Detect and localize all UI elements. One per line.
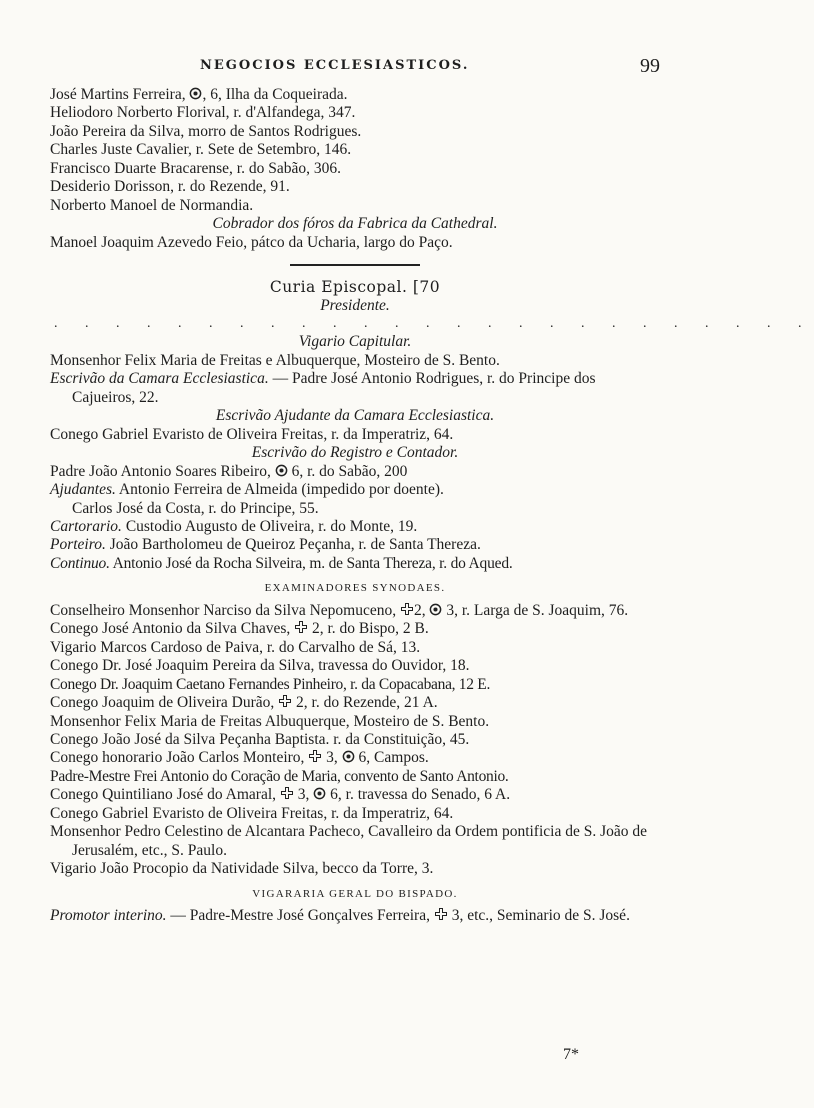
section-subtitle: Cobrador dos fóros da Fabrica da Cathedral. bbox=[212, 215, 498, 233]
section-title: EXAMINADORES SYNODAES. bbox=[264, 582, 446, 595]
entry-line: Padre João Antonio Soares Ribeiro, 6, r. do Sabão, 200 bbox=[50, 462, 408, 480]
entry-line: Monsenhor Pedro Celestino de Alcantara Pacheco, Cavalleiro da Ordem pontificia de S. João de Jerusalém, etc., S. Paulo. bbox=[50, 823, 648, 859]
entry-line: Vigario Marcos Cardoso de Paiva, r. do Carvalho de Sá, 13. bbox=[50, 638, 421, 656]
page-header bbox=[0, 55, 715, 82]
section-subtitle: Vigario Capitular. bbox=[298, 333, 412, 351]
entry-line: Conego Gabriel Evaristo de Oliveira Freitas, r. da Imperatriz, 64. bbox=[50, 804, 454, 822]
section-subtitle: Presidente. bbox=[320, 296, 390, 314]
cross-order-icon bbox=[308, 749, 322, 763]
entry-line: Monsenhor Felix Maria de Freitas Albuquerque, Mosteiro de S. Bento. bbox=[50, 712, 490, 730]
cross-order-icon bbox=[434, 907, 448, 921]
entry-line: Vigario João Procopio da Natividade Silva, becco da Torre, 3. bbox=[50, 860, 434, 878]
entry-line: Conego Quintiliano José do Amaral, 3, 6, r. travessa do Senado, 6 A. bbox=[50, 786, 511, 804]
entry-line: Charles Juste Cavalier, r. Sete de Setembro, 146. bbox=[50, 141, 352, 159]
entry-line: Conselheiro Monsenhor Narciso da Silva Nepomuceno, 2, 3, r. Larga de S. Joaquim, 76. bbox=[50, 601, 629, 619]
entry-line: Ajudantes. Antonio Ferreira de Almeida (impedido por doente). bbox=[50, 481, 444, 499]
order-medal-icon bbox=[275, 464, 288, 477]
entry-line: Conego Gabriel Evaristo de Oliveira Freitas, r. da Imperatriz, 64. bbox=[50, 425, 454, 443]
page-body bbox=[50, 86, 814, 925]
leader-dots: . . . . . . . . . . . . . . . . . . . . . . . . . bbox=[54, 315, 814, 331]
section-title: Curia Episcopal. [70 bbox=[269, 278, 441, 297]
entry-line: Conego Joaquim de Oliveira Durão, 2, r. do Rezende, 21 A. bbox=[50, 694, 438, 712]
entry-line: Cartorario. Custodio Augusto de Oliveira, r. do Monte, 19. bbox=[50, 517, 418, 535]
cross-order-icon bbox=[400, 602, 414, 616]
signature-mark: 7* bbox=[563, 1046, 579, 1063]
order-medal-icon bbox=[342, 750, 355, 763]
section-rule bbox=[290, 264, 420, 266]
order-medal-icon bbox=[429, 603, 442, 616]
entry-line: Porteiro. João Bartholomeu de Queiroz Peçanha, r. de Santa Thereza. bbox=[50, 536, 481, 554]
entry-line: Escrivão da Camara Ecclesiastica. — Padre José Antonio Rodrigues, r. do Principe dos Cajueiros, 22. bbox=[50, 370, 596, 406]
entry-line: Promotor interino. — Padre-Mestre José Gonçalves Ferreira, 3, etc., Seminario de S. José. bbox=[50, 907, 630, 925]
entry-line: Carlos José da Costa, r. do Principe, 55. bbox=[72, 499, 319, 517]
cross-order-icon bbox=[280, 786, 294, 800]
cross-order-icon bbox=[294, 620, 308, 634]
order-medal-icon bbox=[189, 87, 202, 100]
entry-line: Heliodoro Norberto Florival, r. d'Alfandega, 347. bbox=[50, 104, 356, 122]
running-title: NEGOCIOS ECCLESIASTICOS. bbox=[200, 58, 470, 73]
order-medal-icon bbox=[313, 787, 326, 800]
entry-line: Conego Dr. José Joaquim Pereira da Silva, travessa do Ouvidor, 18. bbox=[50, 657, 470, 675]
section-title: VIGARARIA GERAL DO BISPADO. bbox=[252, 887, 458, 900]
entry-line: Norberto Manoel de Normandia. bbox=[50, 196, 254, 214]
entry-line: Conego João José da Silva Peçanha Baptista. r. da Constituição, 45. bbox=[50, 730, 470, 748]
entry-line: José Martins Ferreira, , 6, Ilha da Coqueirada. bbox=[50, 86, 348, 103]
entry-line: Padre-Mestre Frei Antonio do Coração de Maria, convento de Santo Antonio. bbox=[50, 767, 509, 785]
entry-line: Manoel Joaquim Azevedo Feio, pátco da Ucharia, largo do Paço. bbox=[50, 233, 453, 251]
cross-order-icon bbox=[278, 694, 292, 708]
entry-line: Continuo. Antonio José da Rocha Silveira, m. de Santa Thereza, r. do Aqued. bbox=[50, 554, 513, 572]
entry-line: Monsenhor Felix Maria de Freitas e Albuquerque, Mosteiro de S. Bento. bbox=[50, 351, 500, 369]
entry-line: Francisco Duarte Bracarense, r. do Sabão, 306. bbox=[50, 159, 341, 177]
section-subtitle: Escrivão do Registro e Contador. bbox=[251, 444, 459, 462]
entry-line: João Pereira da Silva, morro de Santos Rodrigues. bbox=[50, 122, 362, 140]
page-number: 99 bbox=[640, 55, 660, 77]
entry-line: Conego José Antonio da Silva Chaves, 2, r. do Bispo, 2 B. bbox=[50, 620, 429, 638]
entry-line: Desiderio Dorisson, r. do Rezende, 91. bbox=[50, 178, 290, 196]
entry-line: Conego honorario João Carlos Monteiro, 3, 6, Campos. bbox=[50, 749, 429, 767]
section-subtitle: Escrivão Ajudante da Camara Ecclesiastica. bbox=[215, 407, 495, 425]
entry-line: Conego Dr. Joaquim Caetano Fernandes Pinheiro, r. da Copacabana, 12 E. bbox=[50, 675, 491, 693]
